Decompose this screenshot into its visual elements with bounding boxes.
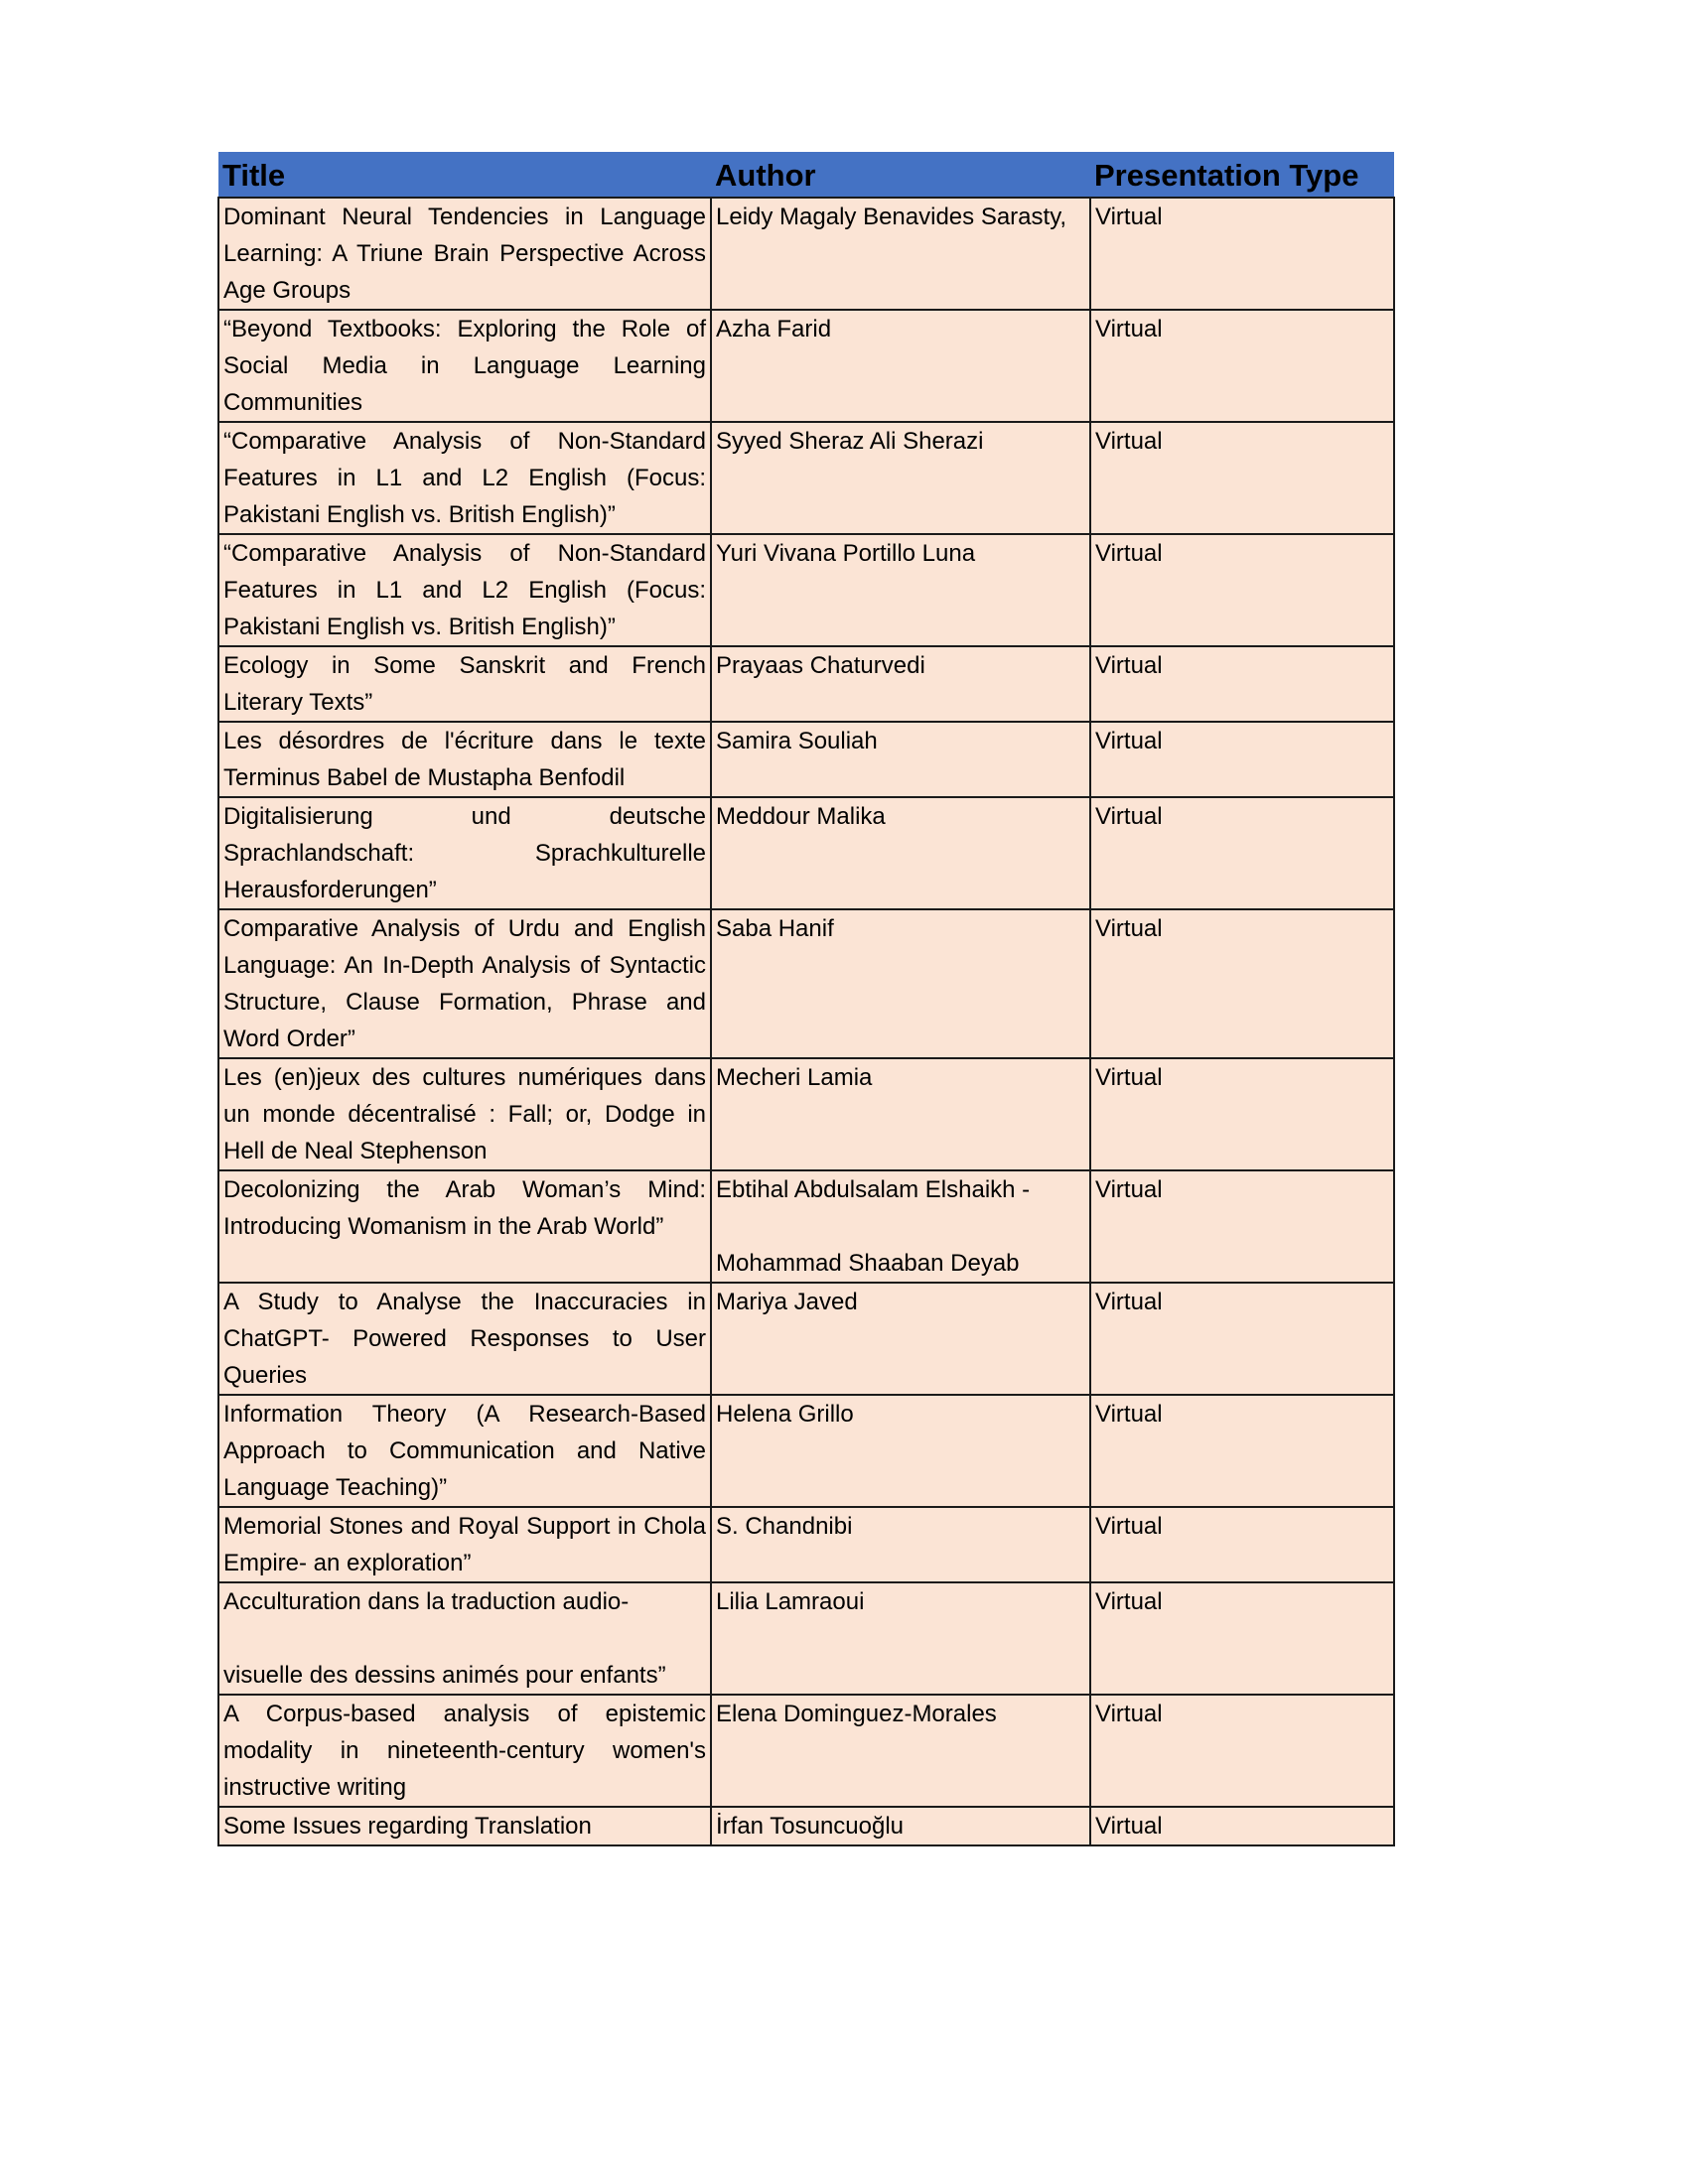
cell-type: Virtual bbox=[1090, 1582, 1394, 1695]
table-row bbox=[218, 422, 1394, 534]
table-row bbox=[218, 1058, 1394, 1170]
table-row bbox=[218, 646, 1394, 722]
cell-title: Memorial Stones and Royal Support in Chola Empire- an exploration” bbox=[218, 1507, 711, 1582]
cell-author: Azha Farid bbox=[711, 310, 1090, 422]
table-row bbox=[218, 310, 1394, 422]
cell-title: A Study to Analyse the Inaccuracies in ChatGPT- Powered Responses to User Queries bbox=[218, 1283, 711, 1395]
table-row bbox=[218, 1395, 1394, 1507]
cell-title: Ecology in Some Sanskrit and French Literary Texts” bbox=[218, 646, 711, 722]
cell-type: Virtual bbox=[1090, 722, 1394, 797]
cell-type: Virtual bbox=[1090, 909, 1394, 1058]
cell-author: Yuri Vivana Portillo Luna bbox=[711, 534, 1090, 646]
cell-author bbox=[711, 1170, 1090, 1283]
table-row bbox=[218, 909, 1394, 1058]
cell-author-line: Mohammad Shaaban Deyab bbox=[716, 1250, 1020, 1277]
table-row bbox=[218, 198, 1394, 310]
table-row bbox=[218, 1283, 1394, 1395]
cell-author: Lilia Lamraoui bbox=[711, 1582, 1090, 1695]
cell-title: Digitalisierung und deutsche Sprachlandschaft: Sprachkulturelle Herausforderungen” bbox=[218, 797, 711, 909]
table-row bbox=[218, 722, 1394, 797]
cell-type: Virtual bbox=[1090, 310, 1394, 422]
cell-title: “Comparative Analysis of Non-Standard Features in L1 and L2 English (Focus: Pakistani English vs. British English)” bbox=[218, 534, 711, 646]
cell-author: İrfan Tosuncuoğlu bbox=[711, 1807, 1090, 1845]
table-row bbox=[218, 1507, 1394, 1582]
header-row bbox=[218, 152, 1394, 198]
cell-author: S. Chandnibi bbox=[711, 1507, 1090, 1582]
table-row bbox=[218, 1695, 1394, 1807]
cell-gap bbox=[223, 1620, 706, 1657]
cell-author: Leidy Magaly Benavides Sarasty, bbox=[711, 198, 1090, 310]
table-row bbox=[218, 1582, 1394, 1695]
cell-author: Mecheri Lamia bbox=[711, 1058, 1090, 1170]
table-row bbox=[218, 1807, 1394, 1845]
cell-title: Les désordres de l'écriture dans le texte Terminus Babel de Mustapha Benfodil bbox=[218, 722, 711, 797]
header-title: Title bbox=[218, 152, 711, 198]
cell-type: Virtual bbox=[1090, 534, 1394, 646]
cell-type: Virtual bbox=[1090, 422, 1394, 534]
cell-title: A Corpus-based analysis of epistemic modality in nineteenth-century women's instructive writing bbox=[218, 1695, 711, 1807]
table-row bbox=[218, 534, 1394, 646]
cell-title-line: Acculturation dans la traduction audio- bbox=[223, 1588, 630, 1615]
cell-author: Samira Souliah bbox=[711, 722, 1090, 797]
cell-type: Virtual bbox=[1090, 1507, 1394, 1582]
cell-type: Virtual bbox=[1090, 1170, 1394, 1283]
cell-title: Decolonizing the Arab Woman’s Mind: Introducing Womanism in the Arab World” bbox=[218, 1170, 711, 1283]
cell-title: Some Issues regarding Translation bbox=[218, 1807, 711, 1845]
cell-title: Dominant Neural Tendencies in Language Learning: A Triune Brain Perspective Across Age Groups bbox=[218, 198, 711, 310]
cell-author: Meddour Malika bbox=[711, 797, 1090, 909]
cell-type: Virtual bbox=[1090, 797, 1394, 909]
cell-author: Syyed Sheraz Ali Sherazi bbox=[711, 422, 1090, 534]
cell-title: Information Theory (A Research-Based Approach to Communication and Native Language Teaching)” bbox=[218, 1395, 711, 1507]
cell-title: “Comparative Analysis of Non-Standard Features in L1 and L2 English (Focus: Pakistani English vs. British English)” bbox=[218, 422, 711, 534]
cell-author: Elena Dominguez-Morales bbox=[711, 1695, 1090, 1807]
cell-title bbox=[218, 1582, 711, 1695]
cell-type: Virtual bbox=[1090, 1395, 1394, 1507]
presentations-table bbox=[217, 152, 1395, 1846]
cell-author-line: Ebtihal Abdulsalam Elshaikh - bbox=[716, 1176, 1031, 1203]
cell-title-line: visuelle des dessins animés pour enfants” bbox=[223, 1662, 666, 1689]
header-author: Author bbox=[711, 152, 1090, 198]
cell-title: Comparative Analysis of Urdu and English Language: An In-Depth Analysis of Syntactic Structure, Clause Formation, Phrase and Word Order” bbox=[218, 909, 711, 1058]
cell-author: Helena Grillo bbox=[711, 1395, 1090, 1507]
cell-type: Virtual bbox=[1090, 1807, 1394, 1845]
table-row bbox=[218, 797, 1394, 909]
cell-author: Saba Hanif bbox=[711, 909, 1090, 1058]
cell-type: Virtual bbox=[1090, 1283, 1394, 1395]
cell-author: Mariya Javed bbox=[711, 1283, 1090, 1395]
cell-type: Virtual bbox=[1090, 1058, 1394, 1170]
cell-gap bbox=[716, 1208, 1085, 1245]
cell-title: “Beyond Textbooks: Exploring the Role of Social Media in Language Learning Communities bbox=[218, 310, 711, 422]
cell-author: Prayaas Chaturvedi bbox=[711, 646, 1090, 722]
cell-type: Virtual bbox=[1090, 646, 1394, 722]
cell-type: Virtual bbox=[1090, 198, 1394, 310]
table-row bbox=[218, 1170, 1394, 1283]
cell-title: Les (en)jeux des cultures numériques dans un monde décentralisé : Fall; or, Dodge in Hell de Neal Stephenson bbox=[218, 1058, 711, 1170]
cell-type: Virtual bbox=[1090, 1695, 1394, 1807]
header-presentation-type: Presentation Type bbox=[1090, 152, 1394, 198]
